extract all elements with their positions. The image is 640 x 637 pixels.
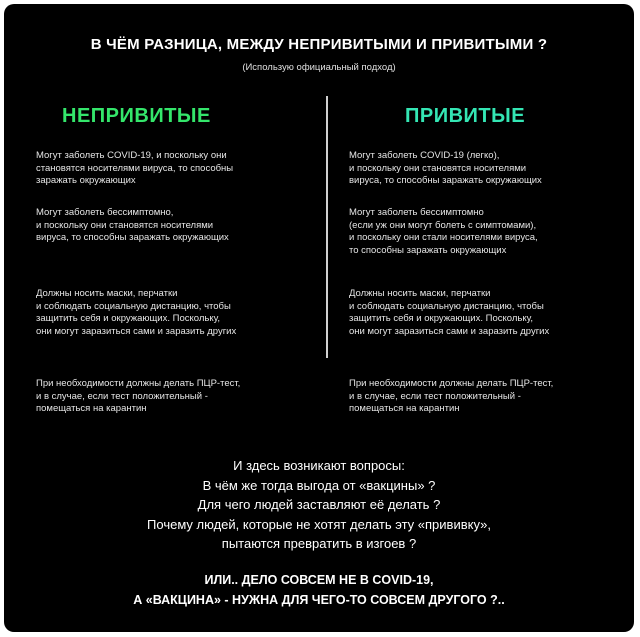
- conclusion-line: А «ВАКЦИНА» - НУЖНА ДЛЯ ЧЕГО-ТО СОВСЕМ ДРУГОГО ?..: [133, 593, 505, 607]
- poster: [4, 4, 634, 632]
- question-line: пытаются превратить в изгоев ?: [221, 536, 417, 551]
- question-line: Для чего людей заставляют её делать ?: [197, 497, 441, 512]
- unvaccinated-item-4: При необходимости должны делать ПЦР-тест, и в случае, если тест положительный - помещаться на карантин: [36, 378, 241, 415]
- vaccinated-item-1: Могут заболеть COVID-19 (легко), и поскольку они становятся носителями вируса, то способны заражать окружающих: [349, 150, 542, 187]
- questions-block: [4, 456, 634, 554]
- unvaccinated-item-2: Могут заболеть бессимптомно, и поскольку они становятся носителями вируса, то способны заражать окружающих: [36, 207, 229, 244]
- unvaccinated-item-3: Должны носить маски, перчатки и соблюдать социальную дистанцию, чтобы защитить себя и окружающих. Поскольку, они могут заразиться сами и заразить других: [36, 288, 237, 337]
- question-line: В чём же тогда выгода от «вакцины» ?: [202, 477, 436, 493]
- unvaccinated-heading: НЕПРИВИТЫЕ: [62, 105, 211, 127]
- conclusion-line: ИЛИ.. ДЕЛО СОВСЕМ НЕ В COVID-19,: [204, 573, 434, 587]
- question-line: Почему людей, которые не хотят делать эту «прививку»,: [147, 516, 491, 532]
- poster-title: В ЧЁМ РАЗНИЦА, МЕЖДУ НЕПРИВИТЫМИ И ПРИВИТЫМИ ?: [90, 36, 548, 53]
- vaccinated-heading: ПРИВИТЫЕ: [405, 105, 526, 127]
- unvaccinated-item-1: Могут заболеть COVID-19, и поскольку они становятся носителями вируса, то способны заражать окружающих: [36, 150, 234, 187]
- vaccinated-item-3: Должны носить маски, перчатки и соблюдать социальную дистанцию, чтобы защитить себя и окружающих. Поскольку, они могут заразиться сами и заразить других: [349, 288, 550, 337]
- question-line: И здесь возникают вопросы:: [233, 458, 405, 473]
- vaccinated-item-4: При необходимости должны делать ПЦР-тест, и в случае, если тест положительный - помещаться на карантин: [349, 378, 554, 415]
- conclusion-block: [4, 570, 634, 610]
- column-divider: [326, 96, 328, 358]
- vaccinated-item-2: Могут заболеть бессимптомно (если уж они могут болеть с симптомами), и поскольку они стали носителями вируса, то способны заражать окружающих: [349, 207, 538, 256]
- poster-subtitle: (Использую официальный подход): [242, 62, 396, 73]
